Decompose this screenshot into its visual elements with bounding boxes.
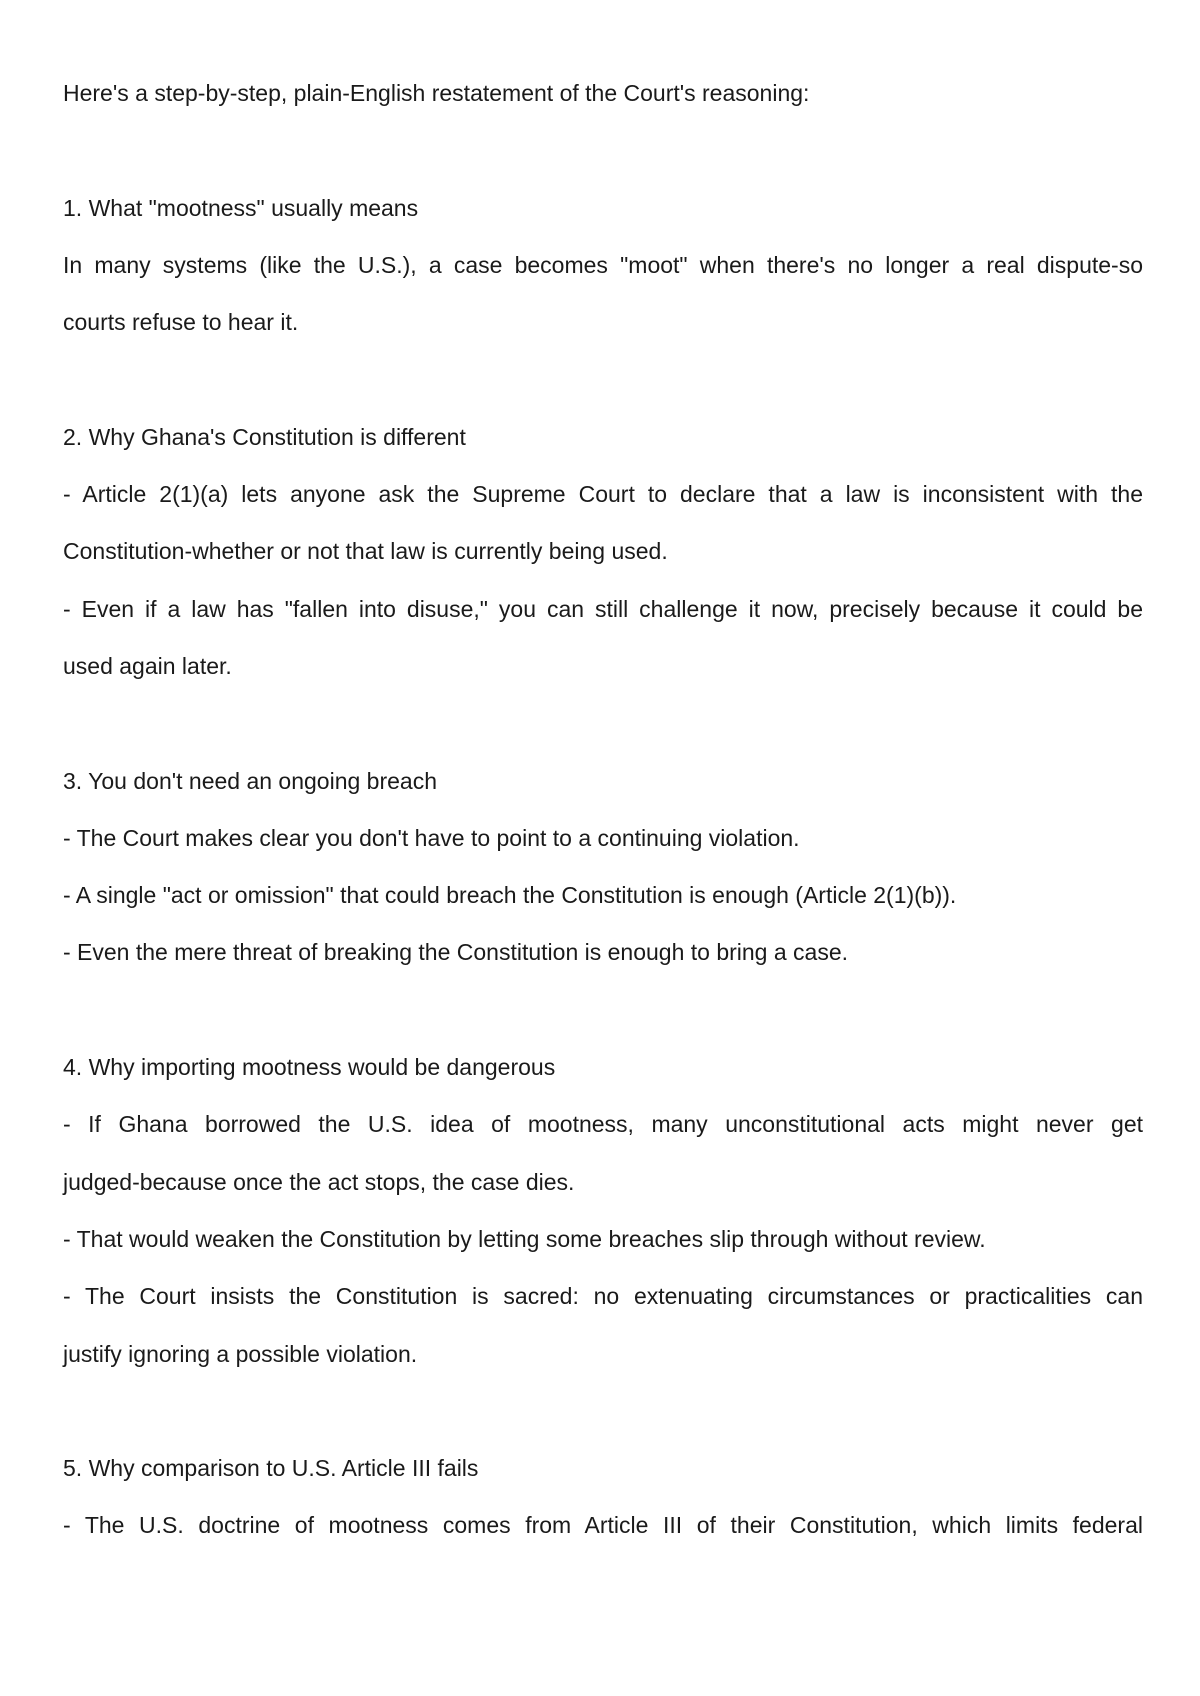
section-2-heading: 2. Why Ghana's Constitution is different bbox=[63, 423, 466, 450]
section-3-line-1: - The Court makes clear you don't have to point to a continuing violation. bbox=[63, 824, 800, 851]
blank-line bbox=[63, 1383, 1143, 1440]
section-5-heading: 5. Why comparison to U.S. Article III fails bbox=[63, 1455, 479, 1482]
section-4-line-3: - That would weaken the Constitution by letting some breaches slip through without review. bbox=[63, 1225, 986, 1252]
section-4-heading: 4. Why importing mootness would be dangerous bbox=[63, 1054, 556, 1081]
section-5-line-1: - The U.S. doctrine of mootness comes from Article III of their Constitution, which limits federal bbox=[63, 1512, 1143, 1539]
section-4-line-4: - The Court insists the Constitution is sacred: no extenuating circumstances or practicalities can bbox=[63, 1283, 1143, 1310]
blank-line bbox=[63, 982, 1143, 1039]
document-body bbox=[63, 65, 1143, 1555]
section-1-line-2: courts refuse to hear it. bbox=[63, 309, 299, 336]
section-2-line-2: Constitution-whether or not that law is currently being used. bbox=[63, 538, 668, 565]
section-3-heading: 3. You don't need an ongoing breach bbox=[63, 767, 438, 794]
section-1-line-1: In many systems (like the U.S.), a case becomes "moot" when there's no longer a real dispute-so bbox=[63, 251, 1143, 278]
section-3-line-2: - A single "act or omission" that could breach the Constitution is enough (Article 2(1)(b)). bbox=[63, 882, 957, 909]
blank-line bbox=[63, 695, 1143, 752]
section-1-heading: 1. What "mootness" usually means bbox=[63, 194, 419, 221]
section-4-line-1: - If Ghana borrowed the U.S. idea of mootness, many unconstitutional acts might never get bbox=[63, 1111, 1143, 1138]
blank-line bbox=[63, 351, 1143, 408]
section-2-line-1: - Article 2(1)(a) lets anyone ask the Supreme Court to declare that a law is inconsistent with the bbox=[63, 481, 1143, 508]
section-4-line-2: judged-because once the act stops, the case dies. bbox=[63, 1168, 575, 1195]
section-4-line-5: justify ignoring a possible violation. bbox=[63, 1340, 418, 1367]
section-2-line-3: - Even if a law has "fallen into disuse," you can still challenge it now, precisely because it could be bbox=[63, 595, 1143, 622]
section-3-line-3: - Even the mere threat of breaking the Constitution is enough to bring a case. bbox=[63, 939, 849, 966]
blank-line bbox=[63, 122, 1143, 179]
intro-paragraph: Here's a step-by-step, plain-English restatement of the Court's reasoning: bbox=[63, 80, 810, 106]
section-2-line-4: used again later. bbox=[63, 652, 232, 679]
